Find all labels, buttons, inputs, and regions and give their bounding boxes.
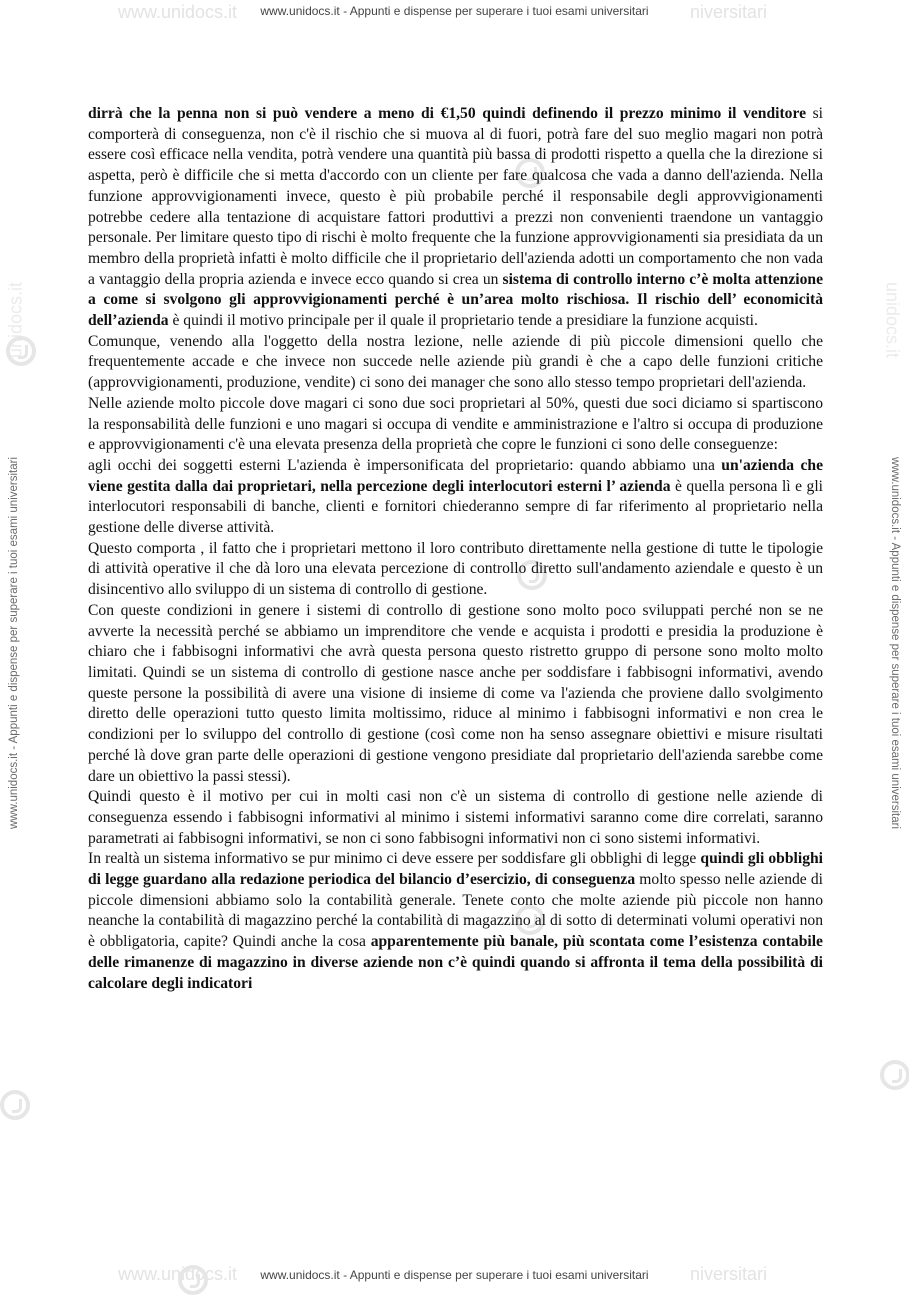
paragraph-text: Nelle aziende molto piccole dove magari ci sono due soci proprietari al 50%, questi due soci diciamo si spartiscono la responsabilità delle funzioni e uno magari si occupa di vendite e amministrazione e l'altro si occupa di produzione e approvvigionamenti c'è una elevata presenza della proprietà che copre le funzioni ci sono delle conseguenze: bbox=[88, 394, 823, 454]
unidocs-logo-icon bbox=[0, 1090, 30, 1120]
watermark-ghost-bottom-left: www.unidocs.it bbox=[118, 1264, 238, 1284]
watermark-bottom: www.unidocs.it - Appunti e dispense per superare i tuoi esami universitari bbox=[260, 1268, 649, 1282]
paragraph bbox=[88, 394, 823, 456]
paragraph-text: è quella persona lì e gli interlocutori responsabili di banche, clienti e fornitori chiederanno sempre di far riferimento al proprietario nella gestione delle diverse attività. bbox=[88, 477, 823, 537]
bold-text: quindi gli obblighi di legge guardano alla redazione periodica del bilancio d’esercizio, di conseguenza bbox=[88, 850, 823, 889]
paragraph-text: In realtà un sistema informativo se pur minimo ci deve essere per soddisfare gli obblighi di legge bbox=[88, 850, 701, 868]
paragraph bbox=[88, 104, 823, 332]
paragraph-text: Questo comporta , il fatto che i proprietari mettono il loro contributo direttamente nella gestione di tutte le tipologie di attività operative il che dà loro una elevata percezione di controllo diretto sull'andamento aziendale e questo è un disincentivo allo sviluppo di un sistema di controllo di gestione. bbox=[88, 539, 823, 599]
bold-text: apparentemente più banale, più scontata come l’esistenza contabile delle rimanenze di magazzino in diverse aziende non c’è quindi quando si affronta il tema della possibilità di calcolare degli indicatori bbox=[88, 933, 823, 992]
paragraph bbox=[88, 601, 823, 787]
paragraph-text: Comunque, venendo alla l'oggetto della nostra lezione, nelle aziende di più piccole dimensioni quello che frequentemente accade e che invece non succede nelle aziende più grandi è che a capo delle funzioni critiche (approvvigionamenti, produzione, vendite) ci sono dei manager che sono allo stesso tempo proprietari dell'azienda. bbox=[88, 332, 823, 392]
paragraph-text: Quindi questo è il motivo per cui in molti casi non c'è un sistema di controllo di gestione nelle aziende di conseguenza essendo i fabbisogni informativi al minimo i sistemi informativi saranno come dire correlati, saranno parametrati ai fabbisogni informativi, se non ci sono fabbisogni informativi non ci sono sistemi informativi. bbox=[88, 788, 823, 847]
paragraph-text: molto spesso nelle aziende di piccole dimensioni abbiamo solo la contabilità generale. Tenete conto che molte aziende più piccole non hanno neanche la contabilità di magazzino perché la contabilità di magazzino al di sotto di determinati volumi operativi non è obbligatoria, capite? Quindi anche la cosa bbox=[88, 871, 823, 951]
unidocs-logo-icon bbox=[6, 336, 36, 366]
bold-text: un'azienda che viene gestita dalla dai proprietari, nella percezione degli interlocutori esterni l’ azienda bbox=[88, 456, 823, 495]
watermark-ghost-bottom-right: niversitari bbox=[690, 1264, 768, 1284]
document-body bbox=[88, 104, 823, 994]
paragraph bbox=[88, 332, 823, 394]
paragraph-text: si comporterà di conseguenza, non c'è il rischio che si muova al di fuori, potrà fare del suo meglio magari non potrà essere così efficace nella vendita, potrà vendere una quantità più bassa di prodotti rispetto a quella che la direzione si aspetta, però è difficile che si metta d'accordo con un cliente per fare qualcosa che vada a danno dell'azienda. Nella funzione approvvigionamenti invece, questo è più probabile perché il responsabile degli approvvigionamenti potrebbe cedere alla tentazione di acquistare fattori produttivi a prezzi non convenienti traendone un vantaggio personale. Per limitare questo tipo di rischi è molto frequente che la funzione approvvigionamenti sia presidiata da un membro della proprietà infatti è molto difficile che il proprietario dell'azienda adotti un comportamento che non vada a vantaggio della propria azienda e invece ecco quando si crea un bbox=[88, 105, 823, 288]
bold-text: dirrà che la penna non si può vendere a meno di €1,50 quindi definendo il prezzo minimo il venditore bbox=[88, 105, 807, 122]
unidocs-logo-icon bbox=[880, 1060, 909, 1090]
paragraph-text: agli occhi dei soggetti esterni L'azienda è impersonificata del proprietario: quando abbiamo una bbox=[88, 456, 722, 474]
paragraph bbox=[88, 456, 823, 539]
unidocs-logo-icon bbox=[178, 1265, 208, 1295]
watermark-ghost-top-right: niversitari bbox=[690, 2, 768, 22]
paragraph bbox=[88, 787, 823, 849]
paragraph-text: Con queste condizioni in genere i sistemi di controllo di gestione sono molto poco sviluppati perché non se ne avverte la necessità perché se abbiamo un imprenditore che vende e acquista i prodotti e presidia la produzione è chiaro che i fabbisogni informativi che avrà questa persona questo ristretto gruppo di persone sono molto molto limitati. Quindi se un sistema di controllo di gestione nasce anche per soddisfare i fabbisogni informativi, avendo queste persone la possibilità di avere una visione di insieme di come va l'azienda che proviene dallo svolgimento diretto delle operazioni tutto questo limita moltissimo, riduce al minimo i fabbisogni informativi e non crea le condizioni per lo sviluppo del controllo di gestione (così come non ha senso assegnare obiettivi e misure risultati perché là dove gran parte delle operazioni di gestione vengono presidiate dal proprietario dell'azienda sarebbe come dare un obiettivo la passi stessi). bbox=[88, 601, 823, 785]
bold-text: sistema di controllo interno c’è molta attenzione a come si svolgono gli approvvigionamenti perché è un’area molto rischiosa. Il bbox=[88, 270, 824, 309]
paragraph-text: è quindi il motivo principale per il quale il proprietario tende a presidiare la funzione acquisti. bbox=[168, 312, 758, 330]
watermark-top: www.unidocs.it - Appunti e dispense per superare i tuoi esami universitari bbox=[260, 4, 649, 18]
paragraph bbox=[88, 849, 823, 994]
bold-text: rischio dell’ economicità dell’azienda bbox=[88, 291, 823, 330]
watermark-ghost-top-left: www.unidocs.it bbox=[118, 2, 238, 22]
paragraph bbox=[88, 539, 823, 601]
